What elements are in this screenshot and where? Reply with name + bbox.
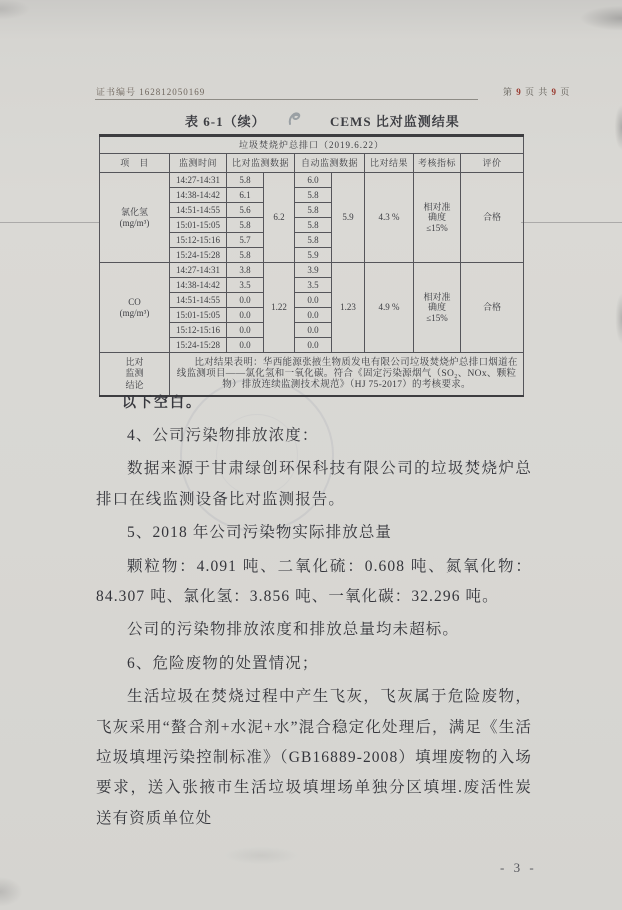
auto-reading-cell: 5.8: [295, 233, 332, 248]
verdict-cell: 合格: [461, 263, 524, 353]
auto-reading-cell: 0.0: [295, 308, 332, 323]
column-header-result: 比对结果: [365, 154, 414, 173]
body-paragraph: 生活垃圾在焚烧过程中产生飞灰，飞灰属于危险废物，飞灰采用“螯合剂+水泥+水”混合稳定化处理后，满足《生活垃圾填埋污染控制标准》（GB16889-2008）填埋废物的入场要求，送入张掖市生活垃圾填埋场单独分区填埋.废活性炭送有资质单位处: [96, 688, 532, 827]
manual-reading-cell: 0.0: [227, 293, 264, 308]
table-row: [100, 263, 524, 278]
manual-reading-cell: 5.6: [227, 203, 264, 218]
monitor-time-cell: 15:12-15:16: [170, 323, 227, 338]
assessment-indicator-cell: [414, 263, 461, 353]
blank-below-note: 以下空白。: [122, 396, 202, 411]
cell-line: 相对准: [423, 291, 451, 302]
auto-reading-cell: 0.0: [295, 338, 332, 353]
page-count: [503, 85, 570, 98]
scan-artifact-line: [0, 222, 99, 223]
page-count-text: 第: [503, 87, 517, 97]
page-count-text: 页: [557, 87, 571, 97]
monitor-time-cell: 15:12-15:16: [170, 233, 227, 248]
body-paragraph: 数据来源于甘肃绿创环保科技有限公司的垃圾焚烧炉总排口在线监测设备比对监测报告。: [96, 460, 532, 508]
conclusion-row: [100, 353, 524, 397]
body-paragraph: 5、2018 年公司污染物实际排放总量: [127, 524, 393, 542]
outlet-and-date: 垃圾焚烧炉总排口（2019.6.22）: [100, 136, 524, 154]
cell-line: 比对: [125, 356, 144, 367]
auto-reading-cell: 0.0: [295, 323, 332, 338]
table-header-row: [100, 154, 524, 173]
scan-artifact-line: [521, 222, 622, 223]
column-header-manual-data: 比对监测数据: [227, 154, 295, 173]
page-count-number: 9: [551, 87, 558, 97]
auto-average-cell: 5.9: [332, 173, 365, 263]
table-number-title: 表 6-1（续）: [185, 114, 266, 129]
monitor-time-cell: 14:51-14:55: [170, 203, 227, 218]
item-name-cell: [100, 173, 170, 263]
cell-line: (mg/m³): [119, 307, 150, 318]
table-subheader-row: [100, 136, 524, 154]
body-paragraph: 颗粒物：4.091 吨、二氧化硫：0.608 吨、氮氧化物：84.307 吨、氯化氢：3.856 吨、一氧化碳：32.296 吨。: [96, 557, 532, 606]
cell-line: (mg/m³): [119, 217, 150, 228]
body-text: [96, 421, 532, 837]
header-rule: [95, 99, 478, 100]
column-header-indicator: 考核指标: [414, 154, 461, 173]
cell-line: 氯化氢: [120, 207, 148, 217]
cems-comparison-table: [99, 134, 524, 397]
column-header-time: 监测时间: [170, 154, 227, 173]
cell-line: 结论: [125, 379, 144, 390]
manual-reading-cell: 6.1: [227, 188, 264, 203]
auto-reading-cell: 0.0: [295, 293, 332, 308]
cell-line: 确度: [427, 212, 446, 223]
cell-line: 确度: [427, 302, 446, 313]
body-paragraph: 6、危险废物的处置情况；: [127, 654, 319, 672]
monitor-time-cell: 14:38-14:42: [170, 188, 227, 203]
monitor-time-cell: 14:38-14:42: [170, 278, 227, 293]
monitor-time-cell: 14:51-14:55: [170, 293, 227, 308]
body-paragraph: 4、公司污染物排放浓度：: [127, 427, 319, 444]
page-count-text: 页 共: [521, 87, 552, 97]
cems-table-body: [100, 136, 524, 397]
monitor-time-cell: 14:27-14:31: [170, 263, 227, 278]
monitor-time-cell: 14:27-14:31: [170, 173, 227, 188]
conclusion-text-cell: 比对结果表明：华西能源张掖生物质发电有限公司垃圾焚烧炉总排口烟道在线监测项目——氯化氢和一氧化碳。符合《固定污染源烟气（SO₂、NOx、颗粒物）排放连续监测技术规范》（HJ 75-2017）的考核要求。: [170, 353, 524, 397]
page-count-number: 9: [516, 87, 522, 97]
manual-reading-cell: 0.0: [227, 323, 264, 338]
auto-average-cell: 1.23: [332, 263, 365, 353]
cell-line: CO: [128, 297, 141, 307]
manual-reading-cell: 5.8: [227, 218, 264, 233]
body-paragraph: 公司的污染物排放浓度和排放总量均未超标。: [127, 621, 460, 639]
column-header-verdict: 评价: [461, 154, 524, 173]
swirl-mark-icon: [286, 110, 304, 132]
manual-reading-cell: 0.0: [227, 308, 264, 323]
auto-reading-cell: 5.8: [295, 218, 332, 233]
monitor-time-cell: 15:01-15:05: [170, 308, 227, 323]
auto-reading-cell: 3.9: [295, 263, 332, 278]
page-number-footer: - 3 -: [500, 860, 537, 875]
manual-reading-cell: 5.8: [227, 248, 264, 263]
cell-line: 相对准: [423, 201, 451, 212]
manual-reading-cell: 0.0: [227, 338, 264, 353]
comparison-result-cell: 4.9 %: [365, 263, 414, 353]
cell-line: ≤15%: [426, 312, 448, 323]
manual-reading-cell: 5.8: [227, 173, 264, 188]
column-header-item: 项 目: [100, 154, 170, 173]
table-row: [100, 173, 524, 188]
auto-reading-cell: 5.8: [295, 203, 332, 218]
monitor-time-cell: 15:01-15:05: [170, 218, 227, 233]
auto-reading-cell: 5.8: [295, 188, 332, 203]
conclusion-label-cell: [100, 353, 170, 397]
column-header-auto-data: 自动监测数据: [295, 154, 365, 173]
manual-average-cell: 1.22: [264, 263, 295, 353]
manual-reading-cell: 3.5: [227, 278, 264, 293]
manual-reading-cell: 5.7: [227, 233, 264, 248]
table-main-title: CEMS 比对监测结果: [330, 114, 460, 129]
manual-average-cell: 6.2: [264, 173, 295, 263]
auto-reading-cell: 3.5: [295, 278, 332, 293]
monitor-time-cell: 15:24-15:28: [170, 248, 227, 263]
cell-line: ≤15%: [426, 222, 448, 233]
monitor-time-cell: 15:24-15:28: [170, 338, 227, 353]
comparison-result-cell: 4.3 %: [365, 173, 414, 263]
verdict-cell: 合格: [461, 173, 524, 263]
assessment-indicator-cell: [414, 173, 461, 263]
auto-reading-cell: 5.9: [295, 248, 332, 263]
certificate-number: 证书编号 162812050169: [96, 87, 206, 97]
manual-reading-cell: 3.8: [227, 263, 264, 278]
auto-reading-cell: 6.0: [295, 173, 332, 188]
cell-line: 监测: [125, 368, 144, 379]
item-name-cell: [100, 263, 170, 353]
